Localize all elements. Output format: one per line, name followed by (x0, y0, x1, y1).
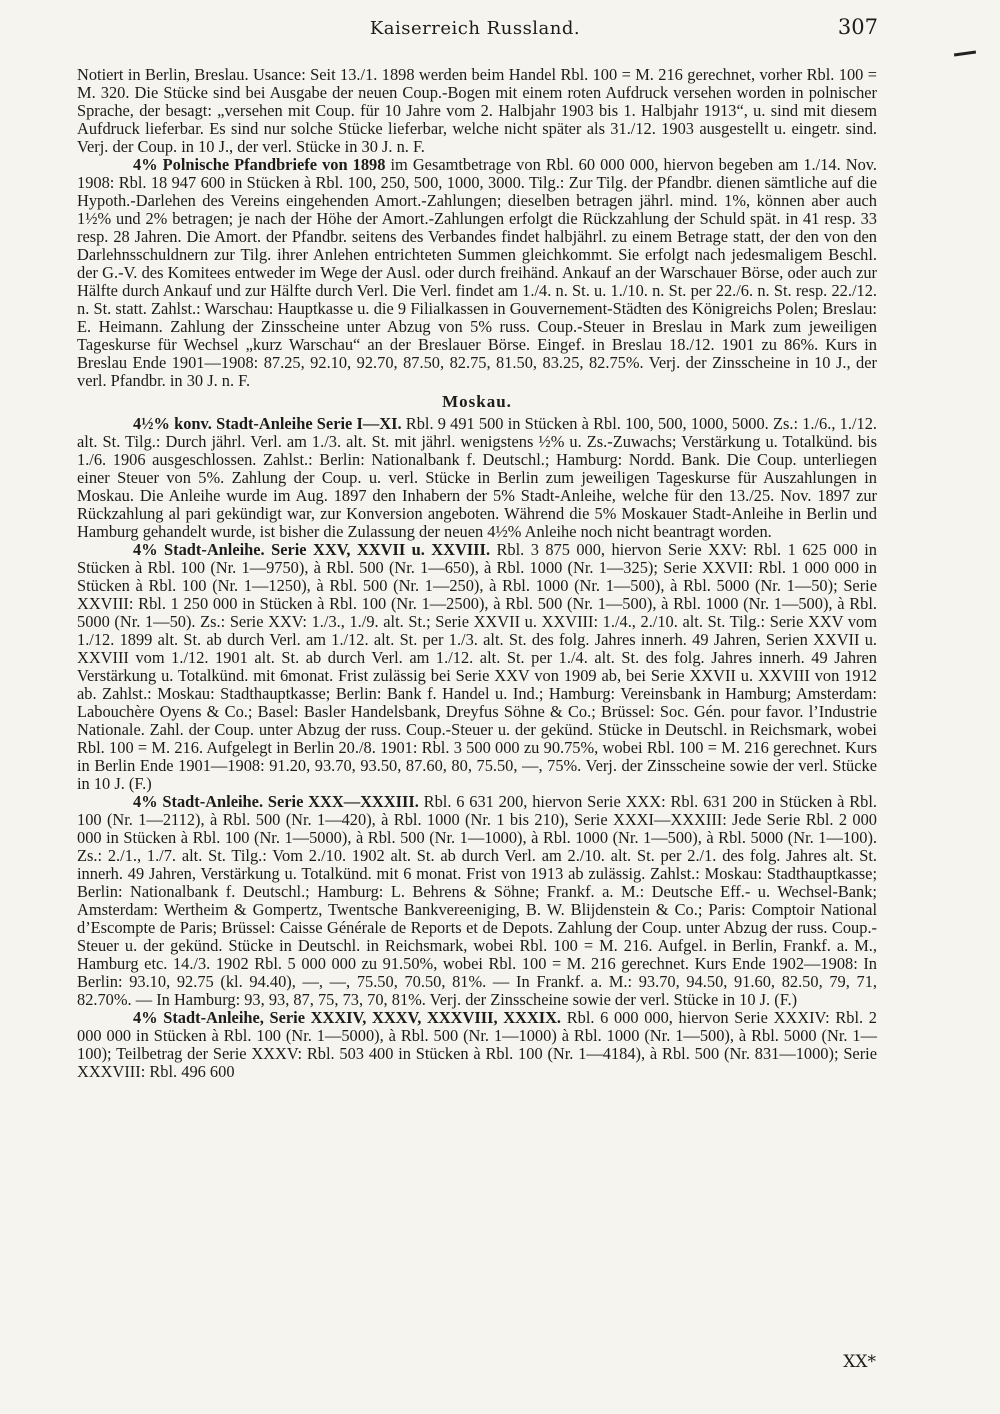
section-heading: Moskau. (442, 392, 512, 411)
paragraph-text: Rbl. 6 631 200, hiervon Serie XXX: Rbl. 631 200 in Stücken à Rbl. 100 (Nr. 1—2112), à Rbl. 500 (Nr. 1—420), à Rbl. 1000 (Nr. 1 bis 210), Serie XXXI—XXXIII: Jede Serie Rbl. 2 000 000 in Stücken à Rbl. 100 (Nr. 1—5000), à Rbl. 500 (Nr. 1—1000), à Rbl. 1000 (Nr. 1—500), à Rbl. 5000 (Nr. 1—100). Zs.: 2./1., 1./7. alt. St. Tilg.: Vom 2./10. 1902 alt. St. ab durch Verl. am 2./10. alt. St. per 2./1. des folg. Jahres alt. St. innerh. 49 Jahren, Verstärkung u. Totalkünd. mit 6 monat. Frist von 1913 ab zulässig. Zahlst.: Moskau: Stadthauptkasse; Berlin: Nationalbank f. Deutschl.; Hamburg: L. Behrens & Söhne; Frankf. a. M.: Deutsche Eff.- u. Wechsel-Bank; Amsterdam: Wertheim & Gompertz, Twentsche Bankvereeniging, B. W. Blijdenstein & Co.; Paris: Comptoir National d’Escompte de Paris; Brüssel: Caisse Générale de Reports et de Depots. Zahlung der Coup. unter Abzug der russ. Coup.-Steuer u. der gekünd. Stücke in Deutschl. in Reichsmark, wobei Rbl. 100 = M. 216. Aufgel. in Berlin, Frankf. a. M., Hamburg etc. 14./3. 1902 Rbl. 5 000 000 zu 91.50%, wobei Rbl. 100 = M. 216 gerechnet. Kurs Ende 1902—1908: In Berlin: 93.10, 92.75 (kl. 94.40), —, —, 75.50, 70.50, 81%. — In Frankf. a. M.: 93.70, 94.50, 91.60, 82.50, 79, 71, 82.70%. — In Hamburg: 93, 93, 87, 75, 73, 70, 81%. Verj. der Zinsscheine sowie der verl. Stücke in 10 J. (F.) (77, 792, 877, 1009)
paragraph (77, 415, 877, 541)
paragraph-text: Rbl. 6 000 000, hiervon Serie XXXIV: Rbl. 2 000 000 in Stücken à Rbl. 100 (Nr. 1—5000), à Rbl. 500 (Nr. 1—1000) à Rbl. 1000 (Nr. 1—500), à Rbl. 5000 (Nr. 1—100); Teilbetrag der Serie XXXV: Rbl. 503 400 in Stücken à Rbl. 100 (Nr. 1—4184), à Rbl. 500 (Nr. 831—1000); Serie XXXVIII: Rbl. 496 600 (77, 1008, 877, 1081)
entry-heading: 4% Stadt-Anleihe. Serie XXV, XXVII u. XXVIII. (133, 540, 491, 559)
page-number: 307 (837, 15, 878, 39)
paragraph (77, 156, 877, 390)
paragraph (77, 66, 877, 156)
paragraph-text: Rbl. 9 491 500 in Stücken à Rbl. 100, 500, 1000, 5000. Zs.: 1./6., 1./12. alt. St. Tilg.: Durch jährl. Verl. am 1./3. alt. St. mit jährl. wenigstens ½% u. Zs.-Zuwachs; Verstärkung u. Totalkünd. bis 1./6. 1906 ausgeschlossen. Zahlst.: Berlin: Nationalbank f. Deutschl.; Hamburg: Nordd. Bank. Die Coup. unterliegen einer Steuer von 5%. Zahlung der Coup. u. verl. Stücke in Berlin zum jeweiligen Tageskurse für Auszahlungen in Moskau. Die Anleihe wurde im Aug. 1897 den Inhabern der 5% Stadt-Anleihe, welche für den 13./25. Nov. 1897 zur Rückzahlung al pari gekündigt war, zur Konversion angeboten. Während die 5% Moskauer Stadt-Anleihe in Berlin und Hamburg gehandelt wurde, ist bisher die Zulassung der neuen 4½% Anleihe noch nicht beantragt worden. (77, 414, 877, 541)
page-header (0, 15, 1000, 48)
entry-heading: 4½% konv. Stadt-Anleihe Serie I—XI. (133, 414, 402, 433)
running-title: Kaiserreich Russland. (369, 18, 581, 39)
margin-mark (954, 50, 976, 56)
page-body (77, 66, 877, 1081)
paragraph-text: Rbl. 3 875 000, hiervon Serie XXV: Rbl. 1 625 000 in Stücken à Rbl. 100 (Nr. 1—9750), à Rbl. 500 (Nr. 1—650), à Rbl. 1000 (Nr. 1—325); Serie XXVII: Rbl. 1 000 000 in Stücken à Rbl. 100 (Nr. 1—1250), à Rbl. 500 (Nr. 1—250), à Rbl. 1000 (Nr. 1—500), à Rbl. 5000 (Nr. 1—50); Serie XXVIII: Rbl. 1 250 000 in Stücken à Rbl. 100 (Nr. 1—2500), à Rbl. 500 (Nr. 1—500), à Rbl. 1000 (Nr. 1—500), à Rbl. 5000 (Nr. 1—50). Zs.: Serie XXV: 1./3., 1./9. alt. St.; Serie XXVII u. XXVIII: 1./4., 2./10. alt. St. Tilg.: Serie XXV vom 1./12. 1899 alt. St. ab durch Verl. am 1./12. alt. St. per 1./3. alt. St. des folg. Jahres innerh. 49 Jahren, Serien XXVII u. XXVIII vom 1./12. 1901 alt. St. ab durch Verl. am 1./12. alt. St. per 1./4. alt. St. des folg. Jahres innerh. 49 Jahren Verstärkung u. Totalkünd. mit 6monat. Frist zulässig bei Serie XXV von 1909 ab, bei Serie XXVII u. XXVIII von 1912 ab. Zahlst.: Moskau: Stadthauptkasse; Berlin: Bank f. Handel u. Ind.; Hamburg: Vereinsbank in Hamburg; Amsterdam: Labouchère Oyens & Co.; Basel: Basler Handelsbank, Dreyfus Söhne & Co.; Brüssel: Soc. Gén. pour favor. l’Industrie Nationale. Zahl. der Coup. unter Abzug der russ. Coup.-Steuer u. der gekünd. Stücke in Deutschl. in Reichsmark, wobei Rbl. 100 = M. 216. Aufgelegt in Berlin 20./8. 1901: Rbl. 3 500 000 zu 90.75%, wobei Rbl. 100 = M. 216 gerechnet. Kurs in Berlin Ende 1901—1908: 91.20, 93.70, 93.50, 87.60, 80, 75.50, —, 75%. Verj. der Zinsscheine sowie der verl. Stücke in 10 J. (F.) (77, 540, 878, 793)
paragraph-text: Notiert in Berlin, Breslau. Usance: Seit 13./1. 1898 werden beim Handel Rbl. 100 = M. 216 gerechnet, vorher Rbl. 100 = M. 320. Die Stücke sind bei Ausgabe der neuen Coup.-Bogen mit einem roten Aufdruck versehen worden in polnischer Sprache, der besagt: „versehen mit Coup. für 10 Jahre vom 2. Halbjahr 1903 bis 1. Halbjahr 1913“, u. sind mit diesem Aufdruck lieferbar. Es sind nur solche Stücke lieferbar, welche nicht später als 31./12. 1903 ausgestellt u. eingetr. sind. Verj. der Coup. in 10 J., der verl. Stücke in 30 J. n. F. (77, 65, 877, 156)
paragraph (77, 1009, 877, 1081)
paragraph (77, 793, 877, 1009)
entry-heading: 4% Stadt-Anleihe, Serie XXXIV, XXXV, XXXVIII, XXXIX. (133, 1008, 562, 1027)
signature-mark: XX* (843, 1352, 876, 1372)
paragraph-text: im Gesamtbetrage von Rbl. 60 000 000, hiervon begeben am 1./14. Nov. 1908: Rbl. 18 947 600 in Stücken à Rbl. 100, 250, 500, 1000, 3000. Tilg.: Zur Tilg. der Pfandbr. dienen sämtliche auf die Hypoth.-Darlehen des Vereins eingehenden Amort.-Zahlungen; dieselben betragen jährl. mind. 1%, können aber auch 1½% und 2% betragen; je nach der Höhe der Amort.-Zahlungen erfolgt die Rückzahlung der Schuld spät. in 41 resp. 33 resp. 28 Jahren. Die Amort. der Pfandbr. seitens des Verbandes findet halbjährl. zu einem Betrage statt, der den von den Darlehnsschuldnern zur Tilg. ihrer Anlehen entrichteten Summen gleichkommt. Sie erfolgt nach jedesmaligem Beschl. der G.-V. des Komitees entweder im Wege der Ausl. oder durch freihänd. Ankauf an der Warschauer Börse, oder auch zur Hälfte durch Ankauf und zur Hälfte durch Verl. Die Verl. findet am 1./4. n. St. u. 1./10. n. St. per 22./6. n. St. resp. 22./12. n. St. statt. Zahlst.: Warschau: Hauptkasse u. die 9 Filialkassen in Gouvernement-Städten des Königreichs Polen; Breslau: E. Heimann. Zahlung der Zinsscheine unter Abzug von 5% russ. Coup.-Steuer in Breslau in Mark zum jeweiligen Tageskurse für Wechsel „kurz Warschau“ an der Breslauer Börse. Eingef. in Breslau 18./12. 1901 zu 86%. Kurs in Breslau Ende 1901—1908: 87.25, 92.10, 92.70, 87.50, 82.75, 81.50, 83.25, 82.75%. Verj. der Zinsscheine in 10 J., der verl. Pfandbr. in 30 J. n. F. (77, 155, 877, 390)
entry-heading: 4% Stadt-Anleihe. Serie XXX—XXXIII. (133, 792, 419, 811)
paragraph (77, 541, 877, 793)
entry-heading: 4% Polnische Pfandbriefe von 1898 (133, 155, 386, 174)
